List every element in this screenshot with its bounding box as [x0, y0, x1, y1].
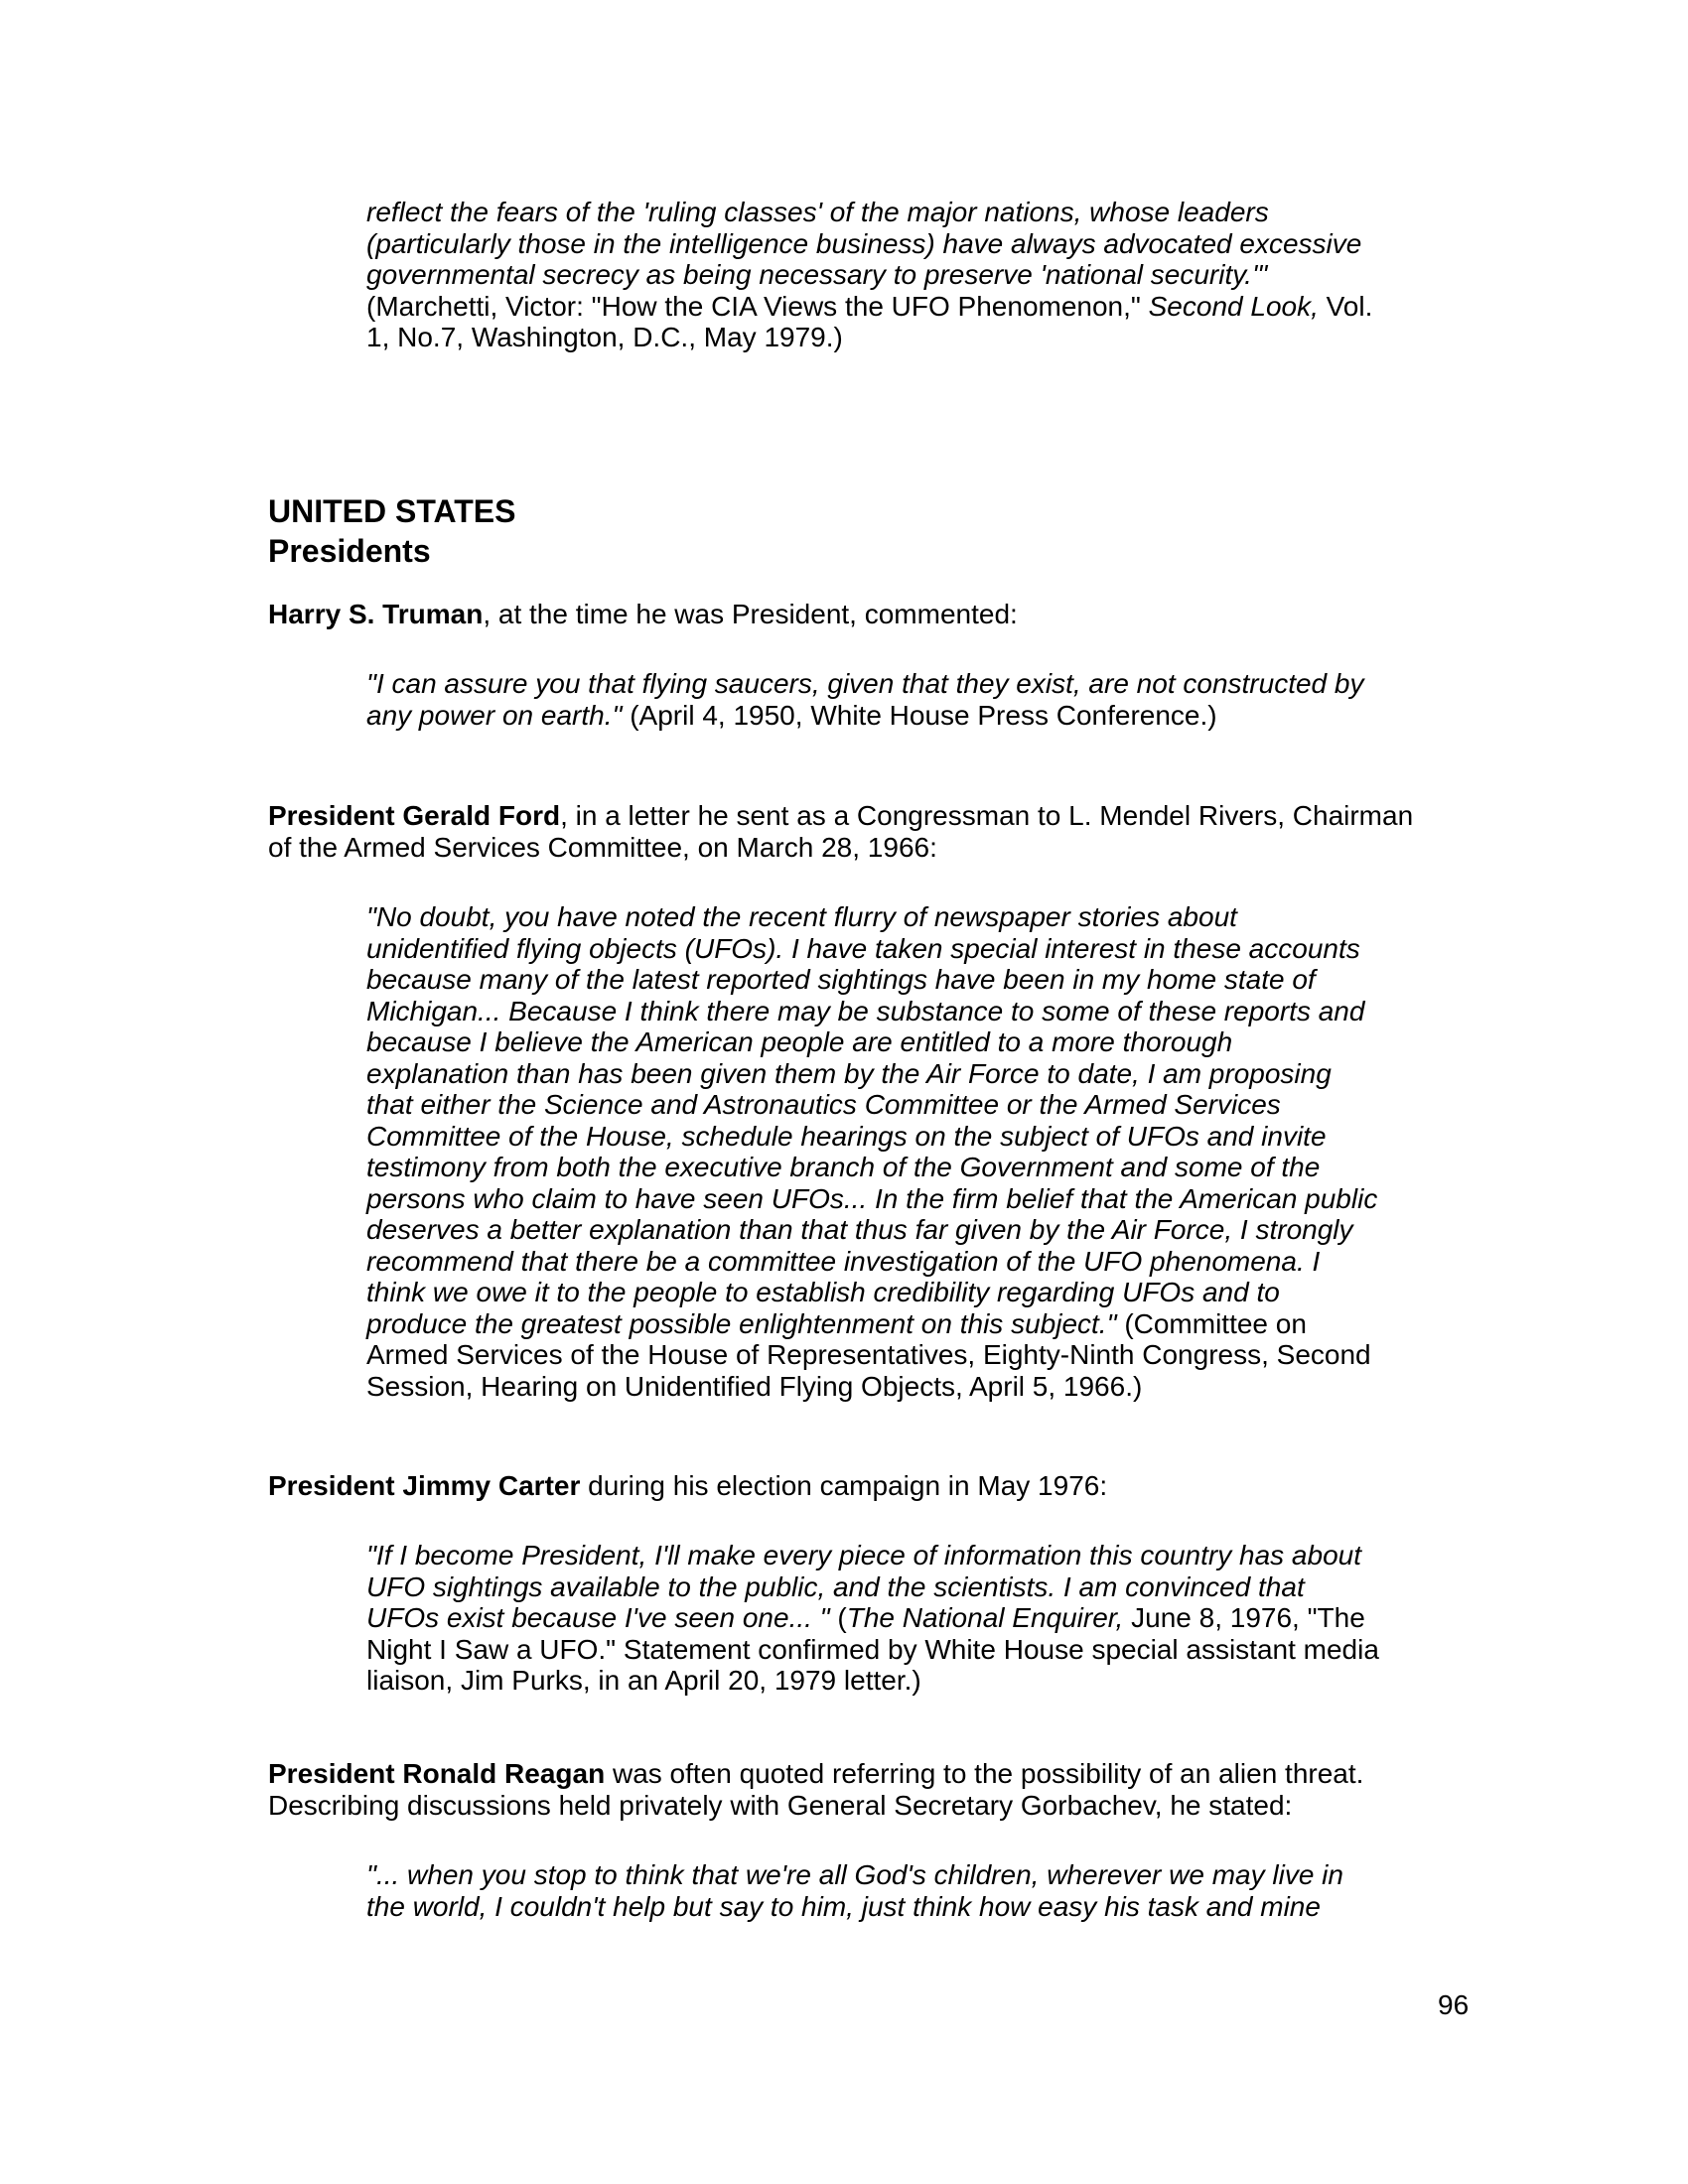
carter-quote	[366, 1540, 1379, 1697]
carter-name: President Jimmy Carter	[268, 1470, 581, 1501]
reagan-quote	[366, 1859, 1379, 1922]
intro-citation-pre: (Marchetti, Victor: "How the CIA Views the UFO Phenomenon,"	[366, 290, 1141, 322]
ford-intro-text: , in a letter he sent as a Congressman to L. Mendel Rivers, Chairman of the Armed Services Committee, on March 28, 1966:	[268, 800, 1414, 863]
ford-intro	[268, 800, 1440, 863]
intro-quote-text: reflect the fears of the 'ruling classes' of the major nations, whose leaders (particularly those in the intelligence business) have always advocated excessive governmental secrecy as being necessary to preserve 'national security.'"	[366, 197, 1362, 290]
reagan-name: President Ronald Reagan	[268, 1758, 606, 1789]
truman-citation: (April 4, 1950, White House Press Conference.)	[630, 699, 1217, 731]
ford-citation: (Committee on Armed Services of the House of Representatives, Eighty-Ninth Congress, Second Session, Hearing on Unidentified Flying Objects, April 5, 1966.)	[366, 1307, 1371, 1402]
truman-intro-text: , at the time he was President, commented:	[483, 599, 1018, 629]
reagan-intro	[268, 1758, 1440, 1821]
ford-quote	[366, 901, 1379, 1402]
truman-intro	[268, 599, 1440, 630]
carter-citation-title: The National Enquirer,	[846, 1602, 1124, 1633]
carter-citation-post: June 8, 1976, "The Night I Saw a UFO." Statement confirmed by White House special assistant media liaison, Jim Purks, in an April 20, 1979 letter.)	[366, 1602, 1379, 1696]
truman-name: Harry S. Truman	[268, 599, 484, 629]
section-heading	[268, 491, 515, 571]
intro-quote	[366, 197, 1379, 353]
page-number: 96	[1438, 1989, 1470, 2020]
ford-quote-text: "No doubt, you have noted the recent flurry of newspaper stories about unidentified flying objects (UFOs). I have taken special interest in these accounts because many of the latest reported sightings have been in my home state of Michigan... Because I think there may be substance to some of these reports and because I believe the American people are entitled to a more thorough explanation than has been given them by the Air Force to date, I am proposing that either the Science and Astronautics Committee or the Armed Services Committee of the House, schedule hearings on the subject of UFOs and invite testimony from both the executive branch of the Government and some of the persons who claim to have seen UFOs... In the firm belief that the American public deserves a better explanation than that thus far given by the Air Force, I strongly recommend that there be a committee investigation of the UFO phenomena. I think we owe it to the people to establish credibility regarding UFOs and to produce the greatest possible enlightenment on this subject."	[366, 901, 1378, 1339]
intro-citation-title: Second Look,	[1148, 290, 1319, 322]
intro-citation-post: Vol. 1, No.7, Washington, D.C., May 1979.)	[366, 290, 1373, 352]
carter-intro-text: during his election campaign in May 1976:	[580, 1470, 1108, 1501]
heading-line-1: UNITED STATES	[268, 493, 516, 529]
truman-quote	[366, 668, 1379, 731]
carter-quote-text: "If I become President, I'll make every piece of information this country has about UFO sightings available to the public, and the scientists. I am convinced that UFOs exist because I've seen one... "	[366, 1540, 1361, 1633]
heading-line-2: Presidents	[268, 533, 431, 569]
carter-intro	[268, 1470, 1440, 1502]
reagan-quote-text: "... when you stop to think that we're all God's children, wherever we may live in the world, I couldn't help but say to him, just think how easy his task and mine	[366, 1859, 1343, 1922]
truman-quote-text: "I can assure you that flying saucers, given that they exist, are not constructed by any power on earth."	[366, 668, 1364, 731]
carter-citation-pre: (	[829, 1602, 847, 1633]
ford-name: President Gerald Ford	[268, 800, 561, 831]
reagan-intro-text: was often quoted referring to the possibility of an alien threat. Describing discussions held privately with General Secretary Gorbachev, he stated:	[268, 1758, 1364, 1821]
